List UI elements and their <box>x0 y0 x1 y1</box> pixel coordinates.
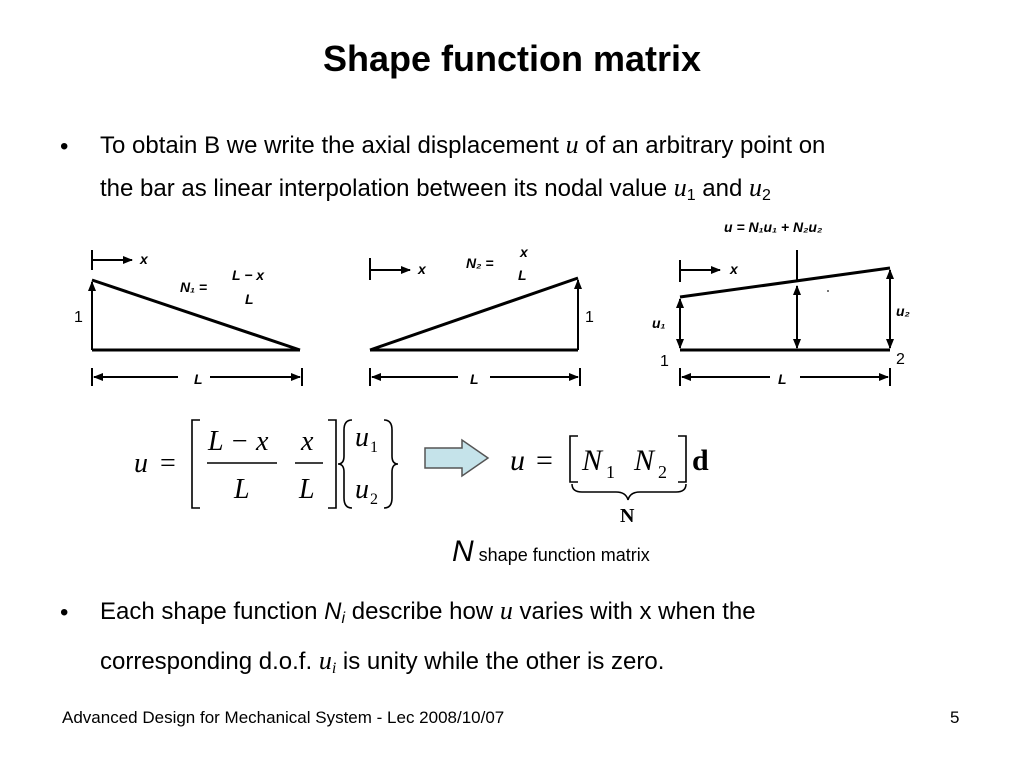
bullet-2-part3: varies with x when the <box>512 598 756 625</box>
n1-diagram <box>92 250 302 386</box>
fig1-n1-lhs: N₁ = <box>180 279 208 295</box>
bullet-1-u2: u <box>749 173 762 202</box>
bullet-2-ui-sub: i <box>331 660 337 677</box>
eq-right-u: u <box>510 444 525 477</box>
bullet-1-part1: To obtain B we write the axial displacement <box>100 132 566 159</box>
fig1-n1-num: L − x <box>232 267 265 283</box>
u-diagram <box>680 250 890 386</box>
fig2-L-label: L <box>470 371 479 387</box>
bullet-1-line2-text: the bar as linear interpolation between its nodal value <box>100 175 674 202</box>
right-brace <box>384 420 398 508</box>
bullet-2-part1: Each shape function <box>100 598 325 625</box>
bullet-2-line-2 <box>100 640 980 690</box>
eq-left-num1: L − x <box>208 426 269 457</box>
fig1-one-label: 1 <box>74 309 83 326</box>
fig1-L-label: L <box>194 371 203 387</box>
bullet-1-u1-sub: 1 <box>686 187 696 204</box>
fig3-u1-label: u₁ <box>652 315 666 331</box>
eq-right-N2-sub: 2 <box>658 462 667 482</box>
bullet-marker-2: • <box>60 599 69 626</box>
right-arrow-icon <box>425 440 488 476</box>
fig3-node2-label: 2 <box>896 351 905 368</box>
n-caption-text: shape function matrix <box>473 545 650 565</box>
eq-right-equals: = <box>536 444 553 477</box>
underbrace <box>572 484 686 500</box>
bullet-2-line2-part2: is unity while the other is zero. <box>336 648 665 675</box>
eq-left-vec2-sub: 2 <box>370 491 378 508</box>
fig3-equation: u = N₁u₁ + N₂u₂ <box>724 219 823 235</box>
eq-left-equals: = <box>160 448 176 479</box>
bullet-2-Ni-sub: i <box>341 610 346 627</box>
eq-left-den1: L <box>234 474 250 505</box>
page-number: 5 <box>950 708 960 727</box>
eq-left-vec2: u <box>355 474 369 505</box>
bullet-1-u2-sub: 2 <box>762 187 771 204</box>
fig2-x-label: x <box>418 261 426 277</box>
bullet-2-part2: describe how <box>345 598 500 625</box>
slide-title: Shape function matrix <box>322 38 702 79</box>
footer-course-label: Advanced Design for Mechanical System - Lec 2008/10/07 <box>62 708 505 727</box>
bullet-1-part2: of an arbitrary point on <box>578 132 826 159</box>
fig3-u2-label: u₂ <box>896 303 910 319</box>
fig3-node1-label: 1 <box>660 353 669 370</box>
eq-right-brace-label: N <box>620 505 635 527</box>
eq-left-vec1: u <box>355 422 369 453</box>
fig1-n1-den: L <box>245 291 254 307</box>
fig3-L-label: L <box>778 371 787 387</box>
eq-left-den2: L <box>299 474 315 505</box>
bullet-2-line-1 <box>100 590 980 640</box>
eq-right-N2: N <box>634 444 655 477</box>
n-caption-symbol: N <box>452 535 474 568</box>
bullet-2-ui: u <box>318 646 332 675</box>
eq-left-vec1-sub: 1 <box>370 439 378 456</box>
eq-right-d: d <box>692 444 709 477</box>
eq-right-N1: N <box>582 444 603 477</box>
bullet-2-u: u <box>499 596 513 625</box>
eq-right-N1-sub: 1 <box>606 462 615 482</box>
fig2-one-label: 1 <box>585 309 594 326</box>
right-bracket <box>328 420 336 508</box>
bullet-1-and: and <box>695 175 749 202</box>
bullet-2-line2-part1: corresponding d.o.f. <box>100 648 319 675</box>
n-caption <box>452 535 650 569</box>
fig2-n2-lhs: N₂ = <box>466 255 494 271</box>
bullet-marker-1: • <box>60 133 69 160</box>
bullet-1-u1: u <box>673 173 687 202</box>
fig2-n2-den: L <box>518 267 527 283</box>
eq-left-num2: x <box>301 426 314 457</box>
bullet-2-Ni: N <box>324 598 342 625</box>
left-bracket <box>192 420 200 508</box>
bullet-2-text <box>100 590 980 690</box>
n2-diagram <box>370 258 580 386</box>
bullet-1-u: u <box>565 130 579 159</box>
fig1-x-label: x <box>140 251 148 267</box>
right-eq-right-bracket <box>678 436 686 482</box>
right-eq-left-bracket <box>570 436 578 482</box>
fig3-x-label: x <box>730 261 738 277</box>
fig2-n2-num: x <box>520 244 528 260</box>
left-brace <box>338 420 352 508</box>
eq-left-u: u <box>134 448 148 479</box>
